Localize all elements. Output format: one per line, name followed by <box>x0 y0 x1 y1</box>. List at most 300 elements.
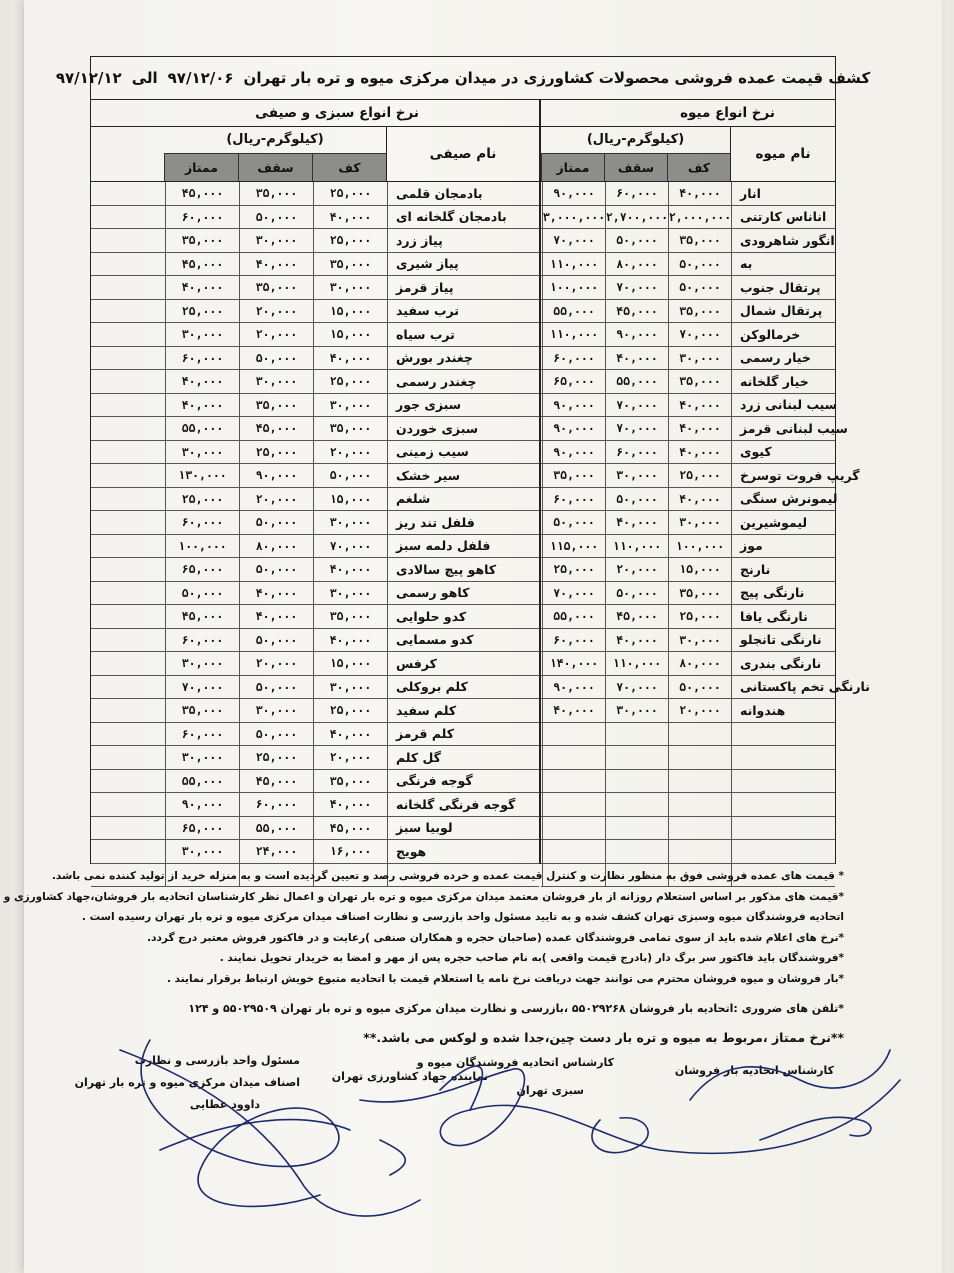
veg-cell-max: ۵۰,۰۰۰ <box>239 511 313 534</box>
veg-cell-min: ۵۰,۰۰۰ <box>313 464 387 487</box>
note-line: اتحادیه فروشندگان میوه وسبزی تهران کشف شده و به تایید مسئول واحد بازرسی و نظارت اصناف میدان مرکزی میوه و تره بار تهران رسیده است . <box>81 911 844 923</box>
fruit-cell-max: ۳۰,۰۰۰ <box>605 699 668 722</box>
fruit-cell-premium: ۹۰,۰۰۰ <box>542 441 605 464</box>
veg-cell-max: ۴۰,۰۰۰ <box>239 582 313 605</box>
veg-cell-max: ۲۵,۰۰۰ <box>239 441 313 464</box>
fruit-row <box>541 182 835 206</box>
fruit-cell-max: ۵۰,۰۰۰ <box>605 488 668 511</box>
veg-cell-max: ۲۴,۰۰۰ <box>239 840 313 863</box>
fruit-cell-name: نارنگی بندری <box>731 652 835 675</box>
fruit-cell-name <box>731 770 835 793</box>
veg-cell-premium: ۶۰,۰۰۰ <box>165 511 239 534</box>
veg-row <box>91 770 539 794</box>
veg-cell-min: ۴۰,۰۰۰ <box>313 723 387 746</box>
veg-cell-name: گوجه فرنگی گلخانه <box>387 793 539 816</box>
fruit-cell-premium: ۱۰۰,۰۰۰ <box>542 276 605 299</box>
veg-cell-min: ۳۰,۰۰۰ <box>313 276 387 299</box>
veg-unit-label: (کیلوگرم-ریال) <box>164 127 386 154</box>
fruit-rows <box>541 182 870 887</box>
veg-row <box>91 347 539 371</box>
fruit-cell-premium: ۹۰,۰۰۰ <box>542 182 605 205</box>
fruit-cell-max: ۴۰,۰۰۰ <box>605 511 668 534</box>
note-line: *بار فروشان و میوه فروشان محترم می توانند جهت دریافت نرخ نامه یا استعلام قیمت با اتحادیه متبوع خویش ارتباط برقرار نمایند . <box>167 972 844 985</box>
veg-cell-max: ۳۰,۰۰۰ <box>239 370 313 393</box>
veg-cell-name: سیب زمینی <box>387 441 539 464</box>
fruit-row <box>541 394 838 418</box>
fruit-cell-premium <box>542 817 605 840</box>
veg-cell-min: ۲۵,۰۰۰ <box>313 182 387 205</box>
fruit-cell-min <box>668 840 731 863</box>
fruit-cell-name: لیموشیرین <box>731 511 835 534</box>
veg-cell-name: پیاز شیری <box>387 253 539 276</box>
fruit-row <box>541 323 835 347</box>
veg-row <box>91 629 539 653</box>
fruit-row <box>541 817 835 841</box>
fruit-row <box>541 253 835 277</box>
fruit-cell-min: ۱۵,۰۰۰ <box>668 558 731 581</box>
veg-cell-min: ۱۵,۰۰۰ <box>313 488 387 511</box>
fruit-cell-premium: ۳۵,۰۰۰ <box>542 464 605 487</box>
price-sheet <box>55 56 871 864</box>
fruit-cell-name: لیمونرش سنگی <box>731 488 835 511</box>
fruit-cell-max: ۵۰,۰۰۰ <box>605 229 668 252</box>
fruit-cell-name: سیب لبنانی زرد <box>731 394 835 417</box>
veg-row <box>91 840 539 864</box>
sig4-title-2: اصناف میدان مرکزی میوه و تره بار تهران <box>74 1076 300 1089</box>
veg-row <box>91 535 539 559</box>
veg-cell-name: گوجه فرنگی <box>387 770 539 793</box>
fruit-cell-premium: ۹۰,۰۰۰ <box>542 676 605 699</box>
veg-cell-min: ۳۰,۰۰۰ <box>313 394 387 417</box>
fruit-row <box>541 535 835 559</box>
veg-header: نرخ انواع سبزی و صیفی <box>91 100 539 127</box>
veg-cell-premium: ۴۰,۰۰۰ <box>165 394 239 417</box>
veg-cell-name: چغندر رسمی <box>387 370 539 393</box>
veg-cell-min: ۷۰,۰۰۰ <box>313 535 387 558</box>
title-text: کشف قیمت عمده فروشی محصولات کشاورزی در میدان مرکزی میوه و تره بار تهران <box>243 69 871 87</box>
fruit-cell-max: ۷۰,۰۰۰ <box>605 417 668 440</box>
fruit-row <box>541 605 835 629</box>
veg-cell-premium: ۴۰,۰۰۰ <box>165 276 239 299</box>
note-line: * قیمت های عمده فروشی فوق به منظور نظارت و کنترل قیمت عمده و خرده فروشی رصد و تعیین گردیده است و به منزله خرید از تولید کننده نمی باشد. <box>51 870 844 882</box>
fruit-cell-min: ۵۰,۰۰۰ <box>668 676 731 699</box>
veg-cell-max: ۲۰,۰۰۰ <box>239 300 313 323</box>
veg-row <box>91 817 539 841</box>
veg-cell-min: ۴۰,۰۰۰ <box>313 206 387 229</box>
fruit-cell-name: خرمالوکن <box>731 323 835 346</box>
veg-cell-name: کلم سفید <box>387 699 539 722</box>
fruit-cell-min: ۴۰,۰۰۰ <box>668 488 731 511</box>
veg-cell-min: ۳۰,۰۰۰ <box>313 511 387 534</box>
veg-cell-premium: ۴۵,۰۰۰ <box>165 182 239 205</box>
date-to: ۹۷/۱۲/۱۲ <box>55 69 122 87</box>
veg-cell-name: بادمجان قلمی <box>387 182 539 205</box>
fruit-cell-premium: ۹۰,۰۰۰ <box>542 417 605 440</box>
veg-cell-name: کاهو رسمی <box>387 582 539 605</box>
veg-cell-premium: ۲۵,۰۰۰ <box>165 488 239 511</box>
veg-cell-premium: ۱۳۰,۰۰۰ <box>165 464 239 487</box>
fruit-cell-max: ۷۰,۰۰۰ <box>605 276 668 299</box>
sheet-title <box>55 57 871 100</box>
fruit-cell-name: خیار گلخانه <box>731 370 835 393</box>
fruit-cell-premium: ۹۰,۰۰۰ <box>542 394 605 417</box>
fruit-cell-min: ۳۰,۰۰۰ <box>668 347 731 370</box>
fruit-cell-max: ۳۰,۰۰۰ <box>605 464 668 487</box>
veg-cell-min: ۴۰,۰۰۰ <box>313 629 387 652</box>
fruit-cell-name: نارنگی تخم پاکستانی <box>731 676 835 699</box>
veg-cell-premium: ۵۵,۰۰۰ <box>165 770 239 793</box>
veg-cell-max: ۵۰,۰۰۰ <box>239 676 313 699</box>
veg-cell-name: سبزی خوردن <box>387 417 539 440</box>
veg-cell-min: ۴۰,۰۰۰ <box>313 558 387 581</box>
veg-cell-max: ۹۰,۰۰۰ <box>239 464 313 487</box>
sig2-title: کارشناس اتحادیه فروشندگان میوه و <box>416 1056 614 1069</box>
fruit-row <box>541 558 835 582</box>
fruit-cell-max <box>605 817 668 840</box>
veg-row <box>91 276 539 300</box>
veg-cell-premium: ۷۰,۰۰۰ <box>165 676 239 699</box>
veg-col-max: سقف <box>238 154 312 181</box>
veg-cell-name: چغندر بورش <box>387 347 539 370</box>
date-separator: الی <box>131 69 158 87</box>
veg-row <box>91 441 539 465</box>
fruit-cell-max: ۴۵,۰۰۰ <box>605 300 668 323</box>
fruit-cell-name: نارنگی تانجلو <box>731 629 835 652</box>
veg-cell-premium: ۵۵,۰۰۰ <box>165 417 239 440</box>
fruit-cell-max: ۲۰,۰۰۰ <box>605 558 668 581</box>
veg-cell-name: کلم بروکلی <box>387 676 539 699</box>
veg-row <box>91 300 539 324</box>
veg-row <box>91 605 539 629</box>
veg-cell-premium: ۶۰,۰۰۰ <box>165 206 239 229</box>
fruit-cell-min: ۴۰,۰۰۰ <box>668 182 731 205</box>
veg-row <box>91 652 539 676</box>
veg-cell-min: ۱۵,۰۰۰ <box>313 652 387 675</box>
sig4-title: مسئول واحد بازرسی و نظارت <box>134 1054 300 1067</box>
veg-cell-name: بادمجان گلخانه ای <box>387 206 539 229</box>
veg-cell-name: سبزی جور <box>387 394 539 417</box>
fruit-row <box>541 676 870 700</box>
veg-table <box>91 100 539 864</box>
veg-row <box>91 323 539 347</box>
fruit-cell-max: ۴۵,۰۰۰ <box>605 605 668 628</box>
fruit-row <box>541 511 835 535</box>
fruit-cell-name: به <box>731 253 835 276</box>
fruit-cell-premium <box>542 746 605 769</box>
fruit-cell-premium <box>542 770 605 793</box>
veg-cell-max: ۴۵,۰۰۰ <box>239 417 313 440</box>
fruit-cell-name: نارنگی پیج <box>731 582 835 605</box>
veg-cell-name: کلم قرمز <box>387 723 539 746</box>
veg-row <box>91 582 539 606</box>
veg-cell-name: شلغم <box>387 488 539 511</box>
fruit-cell-min: ۴۰,۰۰۰ <box>668 441 731 464</box>
fruit-cell-min <box>668 723 731 746</box>
fruit-cell-max <box>605 746 668 769</box>
fruit-cell-name <box>731 793 835 816</box>
veg-cell-premium: ۲۵,۰۰۰ <box>165 300 239 323</box>
veg-cell-max: ۵۰,۰۰۰ <box>239 629 313 652</box>
veg-row <box>91 206 539 230</box>
veg-cell-premium: ۶۰,۰۰۰ <box>165 629 239 652</box>
veg-cell-premium: ۶۰,۰۰۰ <box>165 347 239 370</box>
fruit-cell-premium: ۷۰,۰۰۰ <box>542 229 605 252</box>
fruit-cell-max: ۸۰,۰۰۰ <box>605 253 668 276</box>
veg-cell-premium: ۶۵,۰۰۰ <box>165 558 239 581</box>
veg-cell-name: سیر خشک <box>387 464 539 487</box>
fruit-row <box>541 441 835 465</box>
veg-cell-premium: ۶۵,۰۰۰ <box>165 817 239 840</box>
veg-row <box>91 182 539 206</box>
fruit-cell-name: نارنج <box>731 558 835 581</box>
fruit-cell-min: ۴۰,۰۰۰ <box>668 417 731 440</box>
veg-cell-min: ۳۵,۰۰۰ <box>313 253 387 276</box>
fruit-cell-name: کیوی <box>731 441 835 464</box>
veg-cell-premium: ۳۰,۰۰۰ <box>165 840 239 863</box>
veg-cell-premium: ۳۰,۰۰۰ <box>165 746 239 769</box>
veg-cell-name: پیاز زرد <box>387 229 539 252</box>
fruit-cell-min: ۳۵,۰۰۰ <box>668 370 731 393</box>
veg-name-col-header: نام صیفی <box>386 127 539 181</box>
veg-row <box>91 723 539 747</box>
notes-section <box>3 866 844 1048</box>
fruit-cell-premium <box>542 840 605 863</box>
fruit-cell-min: ۸۰,۰۰۰ <box>668 652 731 675</box>
fruit-row <box>541 300 835 324</box>
fruit-cell-name: هندوانه <box>731 699 835 722</box>
fruit-cell-max: ۴۰,۰۰۰ <box>605 629 668 652</box>
fruit-cell-max <box>605 723 668 746</box>
veg-row <box>91 793 539 817</box>
veg-cell-min: ۱۵,۰۰۰ <box>313 300 387 323</box>
fruit-cell-premium: ۳,۰۰۰,۰۰۰ <box>542 206 605 229</box>
veg-row <box>91 394 539 418</box>
fruit-cell-premium: ۶۰,۰۰۰ <box>542 347 605 370</box>
note-line: *نرخ های اعلام شده باید از سوی تمامی فروشندگان عمده (صاحبان حجره و همکاران صنفی )رعایت و در فاکتور فروش معتبر درج گردد. <box>147 931 844 944</box>
sig3-title: نماینده جهاد کشاورزی تهران <box>331 1070 488 1083</box>
fruit-row <box>541 347 835 371</box>
fruit-cell-name: پرتقال شمال <box>731 300 835 323</box>
fruit-cell-premium: ۶۵,۰۰۰ <box>542 370 605 393</box>
veg-cell-max: ۵۵,۰۰۰ <box>239 817 313 840</box>
veg-cell-max: ۲۵,۰۰۰ <box>239 746 313 769</box>
veg-row <box>91 229 539 253</box>
fruit-cell-premium: ۵۰,۰۰۰ <box>542 511 605 534</box>
fruit-cell-min: ۴۰,۰۰۰ <box>668 394 731 417</box>
veg-cell-max: ۵۰,۰۰۰ <box>239 347 313 370</box>
fruit-cell-name: انار <box>731 182 835 205</box>
fruit-cell-premium: ۱۱۵,۰۰۰ <box>542 535 605 558</box>
veg-cell-min: ۴۰,۰۰۰ <box>313 793 387 816</box>
veg-cell-premium: ۱۰۰,۰۰۰ <box>165 535 239 558</box>
fruit-cell-name <box>731 746 835 769</box>
fruit-cell-min: ۳۵,۰۰۰ <box>668 300 731 323</box>
fruit-row <box>541 488 838 512</box>
fruit-cell-min: ۳۰,۰۰۰ <box>668 511 731 534</box>
fruit-row <box>541 229 835 253</box>
veg-cell-min: ۲۰,۰۰۰ <box>313 746 387 769</box>
fruit-col-premium: ممتاز <box>541 154 604 181</box>
fruit-cell-premium: ۵۵,۰۰۰ <box>542 300 605 323</box>
veg-row <box>91 417 539 441</box>
fruit-row <box>541 276 835 300</box>
fruit-cell-min: ۲۵,۰۰۰ <box>668 464 731 487</box>
fruit-cell-premium: ۶۰,۰۰۰ <box>542 488 605 511</box>
veg-cell-name: فلفل دلمه سبز <box>387 535 539 558</box>
veg-cell-max: ۳۵,۰۰۰ <box>239 394 313 417</box>
fruit-cell-min: ۲۰,۰۰۰ <box>668 699 731 722</box>
fruit-cell-min: ۳۵,۰۰۰ <box>668 229 731 252</box>
fruit-cell-name: انگور شاهرودی <box>731 229 835 252</box>
veg-cell-min: ۲۵,۰۰۰ <box>313 699 387 722</box>
fruit-name-col-header: نام میوه <box>730 127 835 181</box>
veg-cell-name: ترب سفید <box>387 300 539 323</box>
fruit-col-max: سقف <box>604 154 667 181</box>
veg-col-min: کف <box>312 154 386 181</box>
veg-cell-min: ۲۵,۰۰۰ <box>313 229 387 252</box>
signature-block-3 <box>332 1066 488 1088</box>
note-line: *قیمت های مذکور بر اساس استعلام روزانه از بار فروشان معتمد میدان مرکزی میوه و تره بار تهران و اعمال نظر کارشناسان اتحادیه بار فروشان،جهاد کشاورزی و <box>3 890 844 903</box>
fruit-cell-max: ۶۰,۰۰۰ <box>605 182 668 205</box>
veg-cell-max: ۲۰,۰۰۰ <box>239 652 313 675</box>
fruit-cell-premium: ۷۰,۰۰۰ <box>542 582 605 605</box>
fruit-cell-max <box>605 840 668 863</box>
veg-cell-premium: ۳۵,۰۰۰ <box>165 699 239 722</box>
signature-block-1 <box>675 1060 834 1082</box>
veg-cell-min: ۳۵,۰۰۰ <box>313 770 387 793</box>
veg-cell-name: کدو مسمایی <box>387 629 539 652</box>
fruit-cell-name: خیار رسمی <box>731 347 835 370</box>
veg-cell-max: ۴۰,۰۰۰ <box>239 605 313 628</box>
veg-cell-premium: ۳۰,۰۰۰ <box>165 441 239 464</box>
fruit-row <box>541 417 848 441</box>
veg-cell-min: ۴۵,۰۰۰ <box>313 817 387 840</box>
veg-cell-premium: ۹۰,۰۰۰ <box>165 793 239 816</box>
veg-cell-name: کدو حلوایی <box>387 605 539 628</box>
fruit-cell-min: ۷۰,۰۰۰ <box>668 323 731 346</box>
fruit-row <box>541 699 835 723</box>
veg-cell-name: پیاز قرمز <box>387 276 539 299</box>
fruit-cell-name: گریپ فروت توسرخ <box>731 464 835 487</box>
veg-row <box>91 253 539 277</box>
fruit-cell-premium: ۶۰,۰۰۰ <box>542 629 605 652</box>
veg-cell-premium: ۶۰,۰۰۰ <box>165 723 239 746</box>
fruit-cell-name: نارنگی یافا <box>731 605 835 628</box>
veg-row <box>91 676 539 700</box>
veg-cell-max: ۴۵,۰۰۰ <box>239 770 313 793</box>
veg-cell-min: ۴۰,۰۰۰ <box>313 347 387 370</box>
fruit-cell-min <box>668 793 731 816</box>
veg-cell-name: ترب سیاه <box>387 323 539 346</box>
veg-row <box>91 699 539 723</box>
veg-cell-name: کرفس <box>387 652 539 675</box>
veg-cell-max: ۲۰,۰۰۰ <box>239 323 313 346</box>
fruit-cell-min <box>668 746 731 769</box>
veg-row <box>91 558 539 582</box>
fruit-cell-name <box>731 817 835 840</box>
fruit-cell-premium: ۲۵,۰۰۰ <box>542 558 605 581</box>
fruit-cell-premium: ۱۴۰,۰۰۰ <box>542 652 605 675</box>
date-from: ۹۷/۱۲/۰۶ <box>167 69 234 87</box>
veg-cell-min: ۳۰,۰۰۰ <box>313 676 387 699</box>
fruit-row <box>541 206 835 230</box>
veg-cell-max: ۵۰,۰۰۰ <box>239 558 313 581</box>
veg-cell-premium: ۵۰,۰۰۰ <box>165 582 239 605</box>
veg-cell-min: ۲۰,۰۰۰ <box>313 441 387 464</box>
fruit-row <box>541 464 860 488</box>
fruit-cell-premium: ۴۰,۰۰۰ <box>542 699 605 722</box>
fruit-cell-premium <box>542 723 605 746</box>
veg-row <box>91 746 539 770</box>
veg-row <box>91 370 539 394</box>
veg-cell-name: گل کلم <box>387 746 539 769</box>
veg-cell-min: ۱۶,۰۰۰ <box>313 840 387 863</box>
fruit-row <box>541 746 835 770</box>
fruit-cell-max <box>605 793 668 816</box>
fruit-cell-min: ۳۵,۰۰۰ <box>668 582 731 605</box>
sig1-title: کارشناس اتحادیه بار فروشان <box>674 1064 834 1077</box>
veg-cell-max: ۳۰,۰۰۰ <box>239 229 313 252</box>
veg-cell-premium: ۳۰,۰۰۰ <box>165 652 239 675</box>
sig4-name: داوود عطایی <box>189 1098 260 1111</box>
fruit-col-min: کف <box>667 154 730 181</box>
fruit-table <box>539 100 870 864</box>
fruit-row <box>541 840 835 864</box>
fruit-cell-min <box>668 817 731 840</box>
phone-numbers: *تلفن های ضروری :اتحادیه بار فروشان ۵۵۰۲۹۲۶۸ ،بازرسی و نظارت میدان مرکزی میوه و تره بار تهران ۵۵۰۲۹۵۰۹ و ۱۲۴ <box>188 1002 844 1015</box>
veg-cell-premium: ۴۰,۰۰۰ <box>165 370 239 393</box>
fruit-cell-min: ۵۰,۰۰۰ <box>668 253 731 276</box>
sig2-title-2: سبزی تهران <box>516 1084 584 1097</box>
fruit-cell-max: ۶۰,۰۰۰ <box>605 441 668 464</box>
fruit-row <box>541 582 835 606</box>
fruit-cell-min: ۵۰,۰۰۰ <box>668 276 731 299</box>
fruit-row <box>541 652 835 676</box>
note-line: *فروشندگان باید فاکتور سر برگ دار (بادرج قیمت واقعی )به نام صاحب حجره پس از مهر و امضا به خریدار تحویل نمایند . <box>219 952 844 964</box>
veg-cell-premium: ۳۵,۰۰۰ <box>165 229 239 252</box>
veg-cell-max: ۵۰,۰۰۰ <box>239 723 313 746</box>
veg-cell-max: ۲۰,۰۰۰ <box>239 488 313 511</box>
fruit-cell-premium: ۱۱۰,۰۰۰ <box>542 253 605 276</box>
fruit-cell-premium: ۱۱۰,۰۰۰ <box>542 323 605 346</box>
fruit-cell-name <box>731 723 835 746</box>
fruit-cell-max: ۵۰,۰۰۰ <box>605 582 668 605</box>
veg-cell-min: ۲۵,۰۰۰ <box>313 370 387 393</box>
fruit-row <box>541 793 835 817</box>
fruit-header: نرخ انواع میوه <box>541 100 835 127</box>
veg-cell-max: ۳۵,۰۰۰ <box>239 182 313 205</box>
fruit-cell-name: پرتقال جنوب <box>731 276 835 299</box>
fruit-cell-max: ۴۰,۰۰۰ <box>605 347 668 370</box>
fruit-cell-name: موز <box>731 535 835 558</box>
veg-cell-name: هویج <box>387 840 539 863</box>
fruit-cell-max: ۹۰,۰۰۰ <box>605 323 668 346</box>
premium-note: **نرخ ممتاز ،مربوط به میوه و تره بار دست چین،جدا شده و لوکس می باشد.** <box>363 1029 844 1045</box>
fruit-cell-name: اناناس کارتنی <box>731 206 835 229</box>
fruit-cell-min <box>668 770 731 793</box>
veg-cell-name: کاهو پیچ سالادی <box>387 558 539 581</box>
fruit-unit-label: (کیلوگرم-ریال) <box>541 127 730 154</box>
fruit-row <box>541 629 835 653</box>
veg-cell-min: ۳۰,۰۰۰ <box>313 582 387 605</box>
fruit-cell-max <box>605 770 668 793</box>
veg-rows <box>91 182 539 887</box>
fruit-cell-max: ۲,۷۰۰,۰۰۰ <box>605 206 668 229</box>
fruit-row <box>541 370 835 394</box>
fruit-cell-premium <box>542 793 605 816</box>
veg-cell-name: فلفل تند ریز <box>387 511 539 534</box>
fruit-cell-name <box>731 840 835 863</box>
